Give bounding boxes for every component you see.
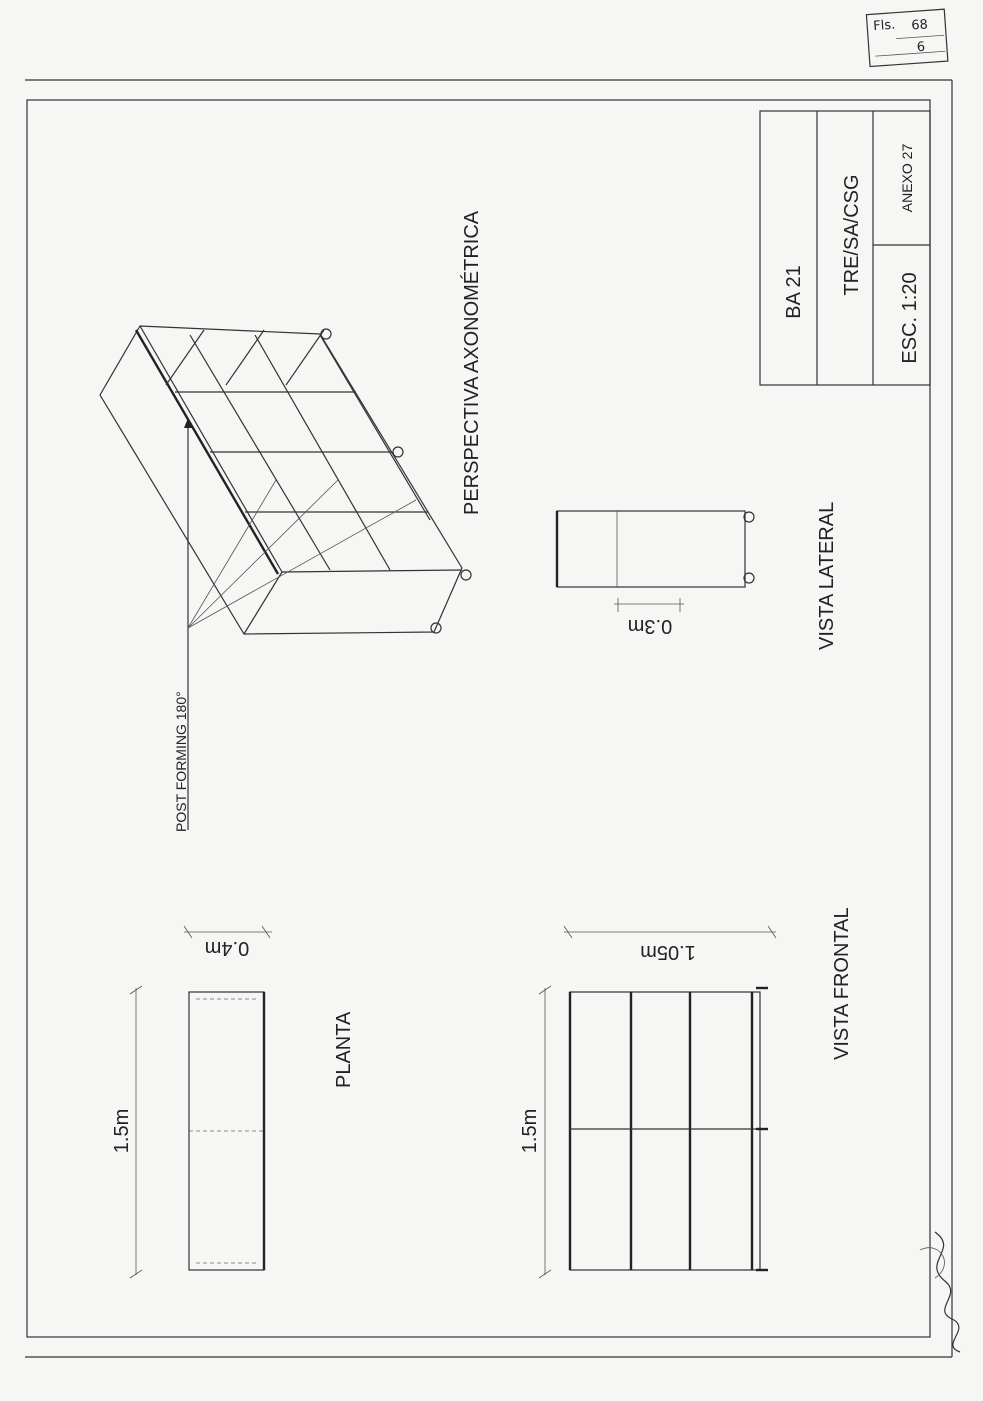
- lateral-depth: 0.3m: [627, 615, 673, 637]
- handwritten-signature: [920, 1232, 960, 1352]
- planta-depth: 0.4m: [204, 937, 250, 959]
- drawing-code: BA 21: [783, 265, 805, 319]
- folio-stamp: [866, 9, 947, 66]
- sheet-border: [25, 80, 952, 1357]
- planta-view: [111, 926, 355, 1278]
- frontal-height: 1.05m: [640, 941, 696, 963]
- perspective-drawing: [100, 210, 483, 832]
- perspective-title: PERSPECTIVA AXONOMÉTRICA: [461, 210, 483, 515]
- stamp-number: 68: [910, 17, 929, 34]
- planta-length: 1.5m: [111, 1108, 133, 1154]
- annex-label: ANEXO 27: [899, 143, 915, 213]
- drawing-scale: ESC. 1:20: [899, 272, 921, 364]
- stamp-sub: 6: [916, 39, 926, 56]
- post-forming-note: POST FORMING 180°: [173, 691, 189, 832]
- drawing-author: TRE/SA/CSG: [841, 174, 863, 296]
- frontal-view: [519, 907, 853, 1278]
- stamp-label: Fls.: [872, 17, 896, 35]
- frontal-title: VISTA FRONTAL: [831, 907, 853, 1060]
- lateral-title: VISTA LATERAL: [816, 501, 838, 650]
- lateral-view: [557, 502, 838, 650]
- planta-title: PLANTA: [333, 1011, 355, 1088]
- title-block: [760, 111, 930, 385]
- frontal-length: 1.5m: [519, 1108, 541, 1154]
